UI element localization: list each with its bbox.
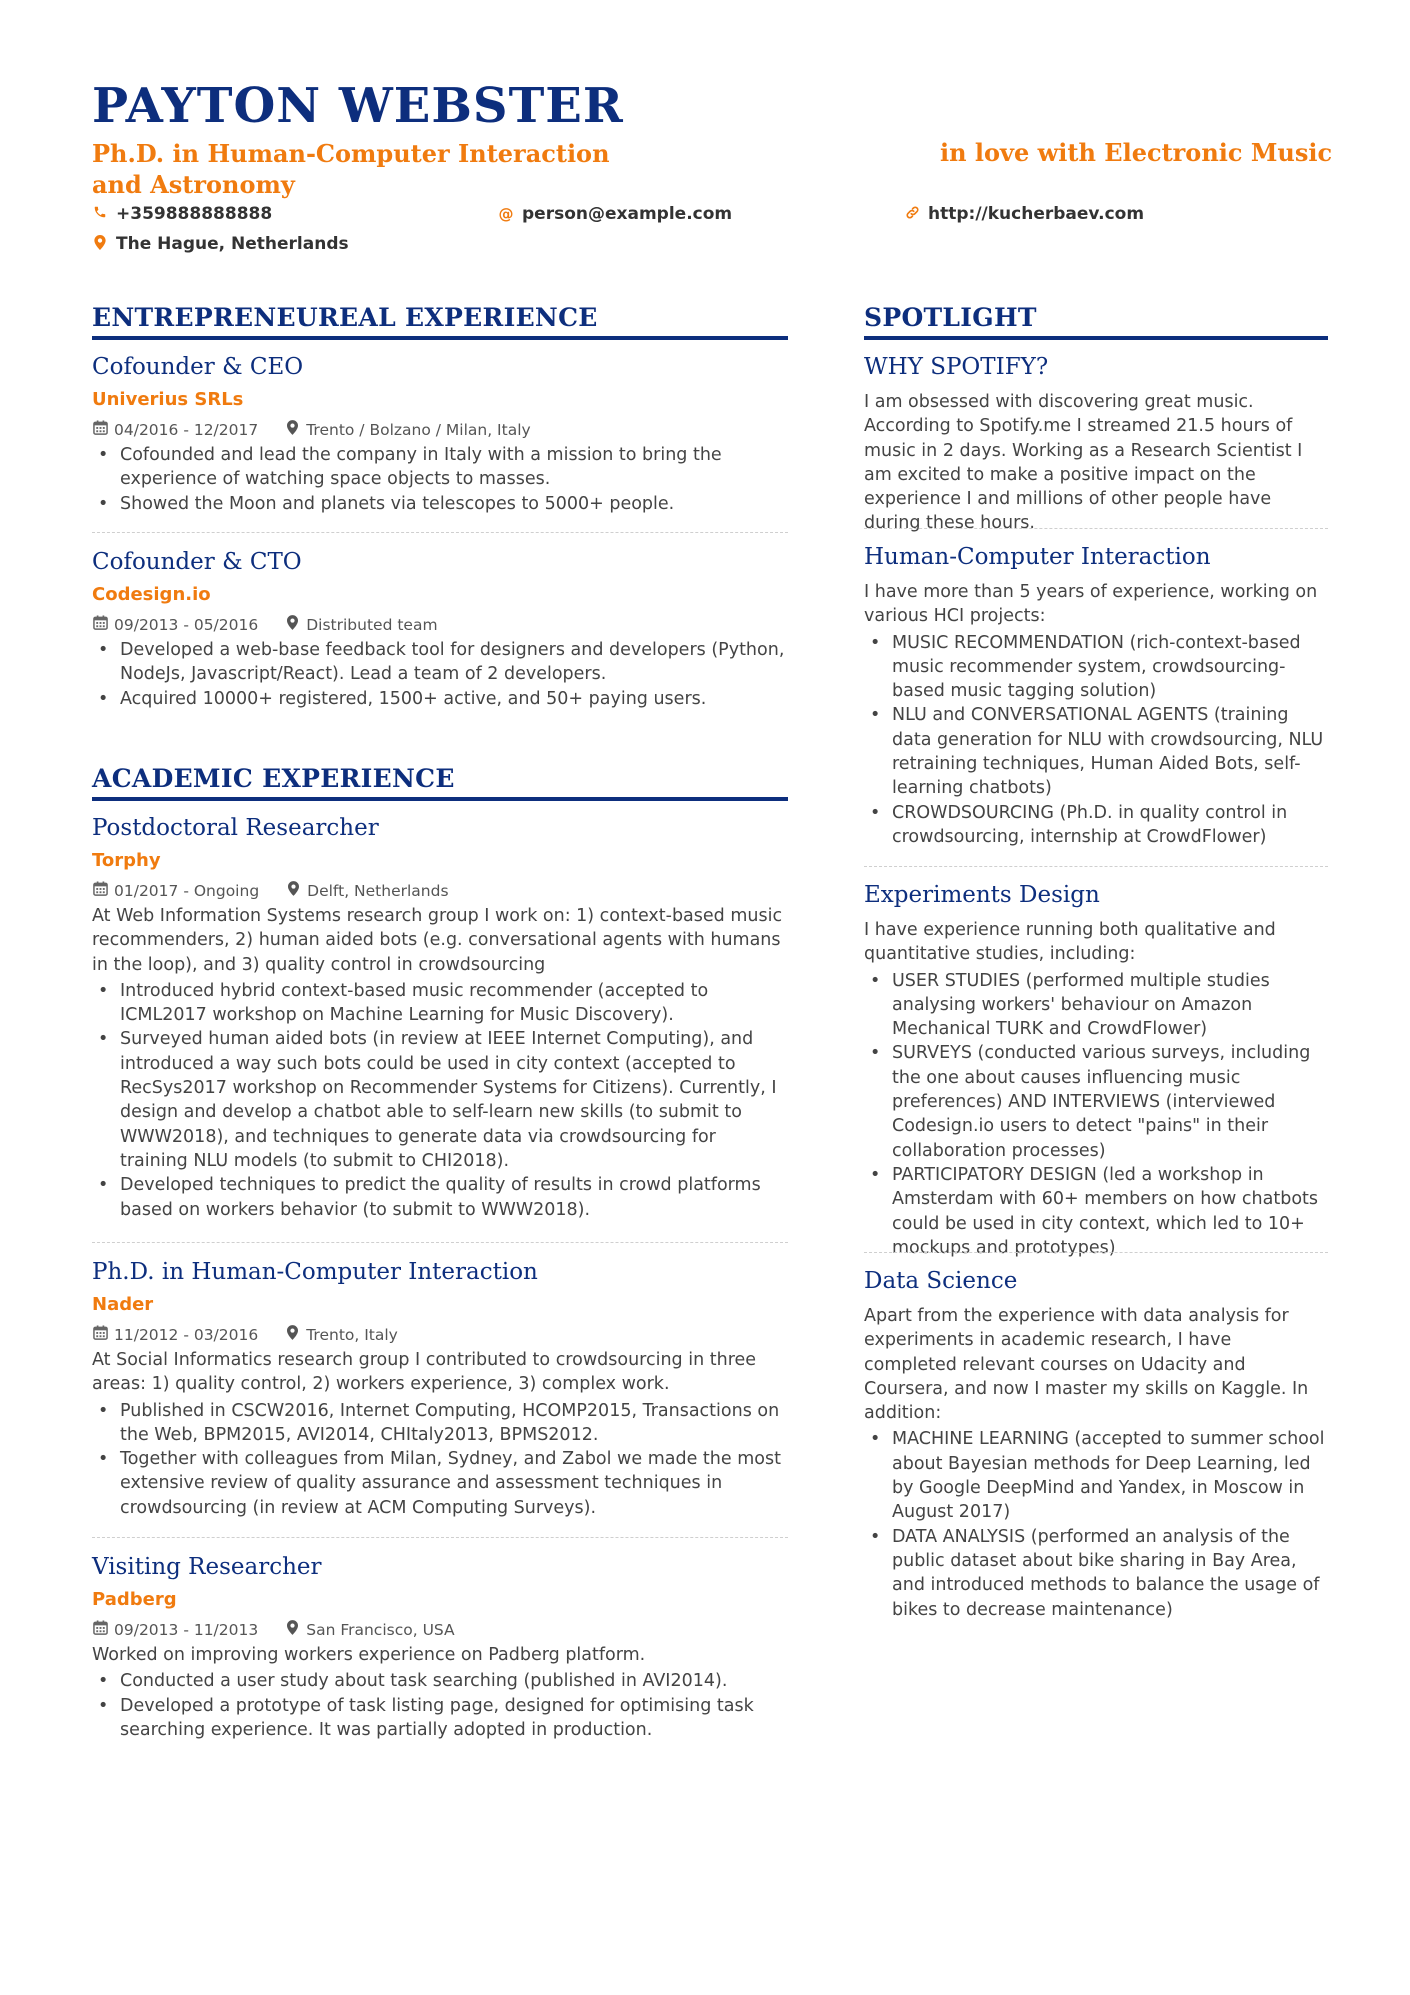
spotlight-body: I have experience running both qualitative and quantitative studies, including:: [864, 920, 1276, 965]
list-item: • Published in CSCW2016, Internet Computing, HCOMP2015, Transactions on the Web, BPM2015, AVI2014, CHItaly2013, BPMS2012.: [92, 1399, 788, 1448]
entry-dates: 09/2013 - 11/2013: [114, 1621, 259, 1639]
list-item: • Showed the Moon and planets via telescopes to 5000+ people.: [92, 492, 788, 516]
spotlight-bullets: [864, 631, 1328, 850]
tagline: in love with Electronic Music: [940, 138, 1333, 167]
entry-divider: [864, 1252, 1328, 1253]
calendar-icon: [92, 1619, 108, 1641]
entry-role: Visiting Researcher: [92, 1554, 322, 1580]
entry-location: Trento, Italy: [306, 1326, 398, 1344]
experience-entry: [92, 813, 788, 1222]
list-item: • CROWDSOURCING (Ph.D. in quality control in crowdsourcing, internship at CrowdFlower): [864, 801, 1328, 850]
spotlight-body: I am obsessed with discovering great music. According to Spotify.me I streamed 21.5 hours of music in 2 days. Working as a Research Scientist I am excited to make a positive impact on the experience I and millions of other people have during these hours.: [864, 392, 1303, 534]
section-title-entrepreneurial: ENTREPRENEUREAL EXPERIENCE: [92, 303, 598, 332]
map-pin-icon: [285, 880, 301, 902]
list-item: • MUSIC RECOMMENDATION (rich-context-based music recommender system, crowdsourcing-based music tagging solution): [864, 631, 1328, 704]
entry-divider: [92, 532, 788, 533]
section-rule: [92, 797, 788, 801]
entry-company: Padberg: [92, 1589, 177, 1610]
candidate-name: PAYTON WEBSTER: [92, 78, 624, 134]
section-title-academic: ACADEMIC EXPERIENCE: [92, 764, 455, 793]
entry-meta: [92, 880, 788, 902]
map-pin-icon: [92, 235, 108, 254]
experience-entry: [92, 1552, 788, 1742]
entry-bullets: [92, 1669, 788, 1742]
entry-divider: [92, 1537, 788, 1538]
list-item: • Cofounded and lead the company in Italy with a mission to bring the experience of watching space objects to masses.: [92, 443, 788, 492]
spotlight-body: Apart from the experience with data analysis for experiments in academic research, I have completed relevant courses on Udacity and Coursera, and now I master my skills on Kaggle. In addition:: [864, 1306, 1309, 1424]
list-item: • USER STUDIES (performed multiple studies analysing workers' behaviour on Amazon Mechanical TURK and CrowdFlower): [864, 969, 1328, 1042]
entry-dates: 09/2013 - 05/2016: [114, 616, 259, 634]
headline: Ph.D. in Human-Computer Interaction and Astronomy: [92, 139, 610, 199]
spotlight-title: WHY SPOTIFY?: [864, 354, 1049, 380]
entry-role: Postdoctoral Researcher: [92, 815, 379, 841]
contact-location: [92, 234, 349, 254]
entry-meta: [92, 1324, 788, 1346]
entry-location: Delft, Netherlands: [307, 882, 449, 900]
list-item: • MACHINE LEARNING (accepted to summer school about Bayesian methods for Deep Learning, led by Google DeepMind and Yandex, in Moscow in August 2017): [864, 1427, 1328, 1524]
entry-divider: [92, 1242, 788, 1243]
spotlight-block: [864, 1266, 1328, 1622]
entry-dates: 11/2012 - 03/2016: [114, 1326, 259, 1344]
entry-summary: At Web Information Systems research group I work on: 1) context-based music recommenders, 2) human aided bots (e.g. conversational agents with humans in the loop), and 3) quality control in crowdsourcing: [92, 906, 783, 975]
list-item: • Developed a prototype of task listing page, designed for optimising task searching experience. It was partially adopted in production.: [92, 1694, 788, 1743]
entry-bullets: [92, 638, 788, 711]
list-item: • NLU and CONVERSATIONAL AGENTS (training data generation for NLU with crowdsourcing, NLU retraining techniques, Human Aided Bots, self-learning chatbots): [864, 703, 1328, 800]
section-rule: [92, 336, 788, 340]
list-item: • Conducted a user study about task searching (published in AVI2014).: [92, 1669, 788, 1693]
section-title-spotlight: SPOTLIGHT: [864, 303, 1037, 332]
entry-meta: [92, 419, 788, 441]
phone-text: +359888888888: [116, 204, 273, 224]
spotlight-block: [864, 542, 1328, 849]
entry-divider: [864, 528, 1328, 529]
contact-email[interactable]: [498, 204, 732, 224]
map-pin-icon: [284, 614, 300, 636]
entry-meta: [92, 614, 788, 636]
list-item: • Developed a web-base feedback tool for designers and developers (Python, NodeJs, Javascript/React). Lead a team of 2 developers.: [92, 638, 788, 687]
entry-bullets: [92, 979, 788, 1222]
link-icon: [904, 205, 920, 224]
phone-icon: [92, 205, 108, 223]
experience-entry: [92, 352, 788, 516]
calendar-icon: [92, 1324, 108, 1346]
list-item: • SURVEYS (conducted various surveys, including the one about causes influencing music preferences) AND INTERVIEWS (interviewed Codesign.io users to detect "pains" in their collaboration processes): [864, 1041, 1328, 1162]
list-item: • Together with colleagues from Milan, Sydney, and Zabol we made the most extensive review of quality assurance and assessment techniques in crowdsourcing (in review at ACM Computing Surveys).: [92, 1447, 788, 1520]
spotlight-bullets: [864, 1427, 1328, 1621]
spotlight-title: Experiments Design: [864, 882, 1100, 908]
entry-company: Nader: [92, 1294, 154, 1315]
entry-bullets: [92, 443, 788, 516]
entry-role: Cofounder & CEO: [92, 354, 304, 380]
website-text: http://kucherbaev.com: [928, 204, 1145, 224]
map-pin-icon: [284, 419, 300, 441]
spotlight-title: Data Science: [864, 1268, 1018, 1294]
spotlight-bullets: [864, 969, 1328, 1261]
location-text: The Hague, Netherlands: [116, 234, 349, 254]
spotlight-title: Human-Computer Interaction: [864, 544, 1211, 570]
map-pin-icon: [284, 1619, 300, 1641]
list-item: • Introduced hybrid context-based music recommender (accepted to ICML2017 workshop on Machine Learning for Music Discovery).: [92, 979, 788, 1028]
calendar-icon: [92, 419, 108, 441]
spotlight-block: [864, 880, 1328, 1260]
at-icon: @: [498, 205, 514, 223]
entry-meta: [92, 1619, 788, 1641]
spotlight-body: I have more than 5 years of experience, working on various HCI projects:: [864, 582, 1318, 627]
entry-divider: [864, 866, 1328, 867]
map-pin-icon: [284, 1324, 300, 1346]
entry-location: Distributed team: [306, 616, 438, 634]
experience-entry: [92, 1257, 788, 1520]
entry-dates: 01/2017 - Ongoing: [114, 882, 260, 900]
entry-summary: Worked on improving workers experience on Padberg platform.: [92, 1645, 646, 1665]
entry-company: Torphy: [92, 850, 161, 871]
calendar-icon: [92, 880, 108, 902]
entry-company: Univerius SRLs: [92, 389, 244, 410]
section-rule: [864, 336, 1328, 340]
entry-role: Ph.D. in Human-Computer Interaction: [92, 1259, 538, 1285]
entry-role: Cofounder & CTO: [92, 549, 302, 575]
entry-dates: 04/2016 - 12/2017: [114, 421, 259, 439]
list-item: • Surveyed human aided bots (in review at IEEE Internet Computing), and introduced a way such bots could be used in city context (accepted to RecSys2017 workshop on Recommender Systems for Citizens). Currently, I design and develop a chatbot able to self-learn new skills (to submit to WWW2018), and techniques to generate data via crowdsourcing for training NLU models (to submit to CHI2018).: [92, 1027, 788, 1173]
contact-phone[interactable]: [92, 204, 272, 224]
list-item: • Acquired 10000+ registered, 1500+ active, and 50+ paying users.: [92, 687, 788, 711]
entry-location: San Francisco, USA: [306, 1621, 455, 1639]
entry-location: Trento / Bolzano / Milan, Italy: [306, 421, 531, 439]
entry-bullets: [92, 1399, 788, 1520]
spotlight-block: [864, 352, 1328, 536]
list-item: • Developed techniques to predict the quality of results in crowd platforms based on workers behavior (to submit to WWW2018).: [92, 1173, 788, 1222]
contact-website[interactable]: [904, 204, 1144, 224]
list-item: • DATA ANALYSIS (performed an analysis of the public dataset about bike sharing in Bay Area, and introduced methods to balance the usage of bikes to decrease maintenance): [864, 1525, 1328, 1622]
experience-entry: [92, 547, 788, 711]
list-item: • PARTICIPATORY DESIGN (led a workshop in Amsterdam with 60+ members on how chatbots could be used in city context, which led to 10+ mockups and prototypes): [864, 1163, 1328, 1260]
entry-summary: At Social Informatics research group I contributed to crowdsourcing in three areas: 1) quality control, 2) workers experience, 3) complex work.: [92, 1350, 757, 1395]
email-text: person@example.com: [522, 204, 733, 224]
calendar-icon: [92, 614, 108, 636]
entry-company: Codesign.io: [92, 584, 211, 605]
